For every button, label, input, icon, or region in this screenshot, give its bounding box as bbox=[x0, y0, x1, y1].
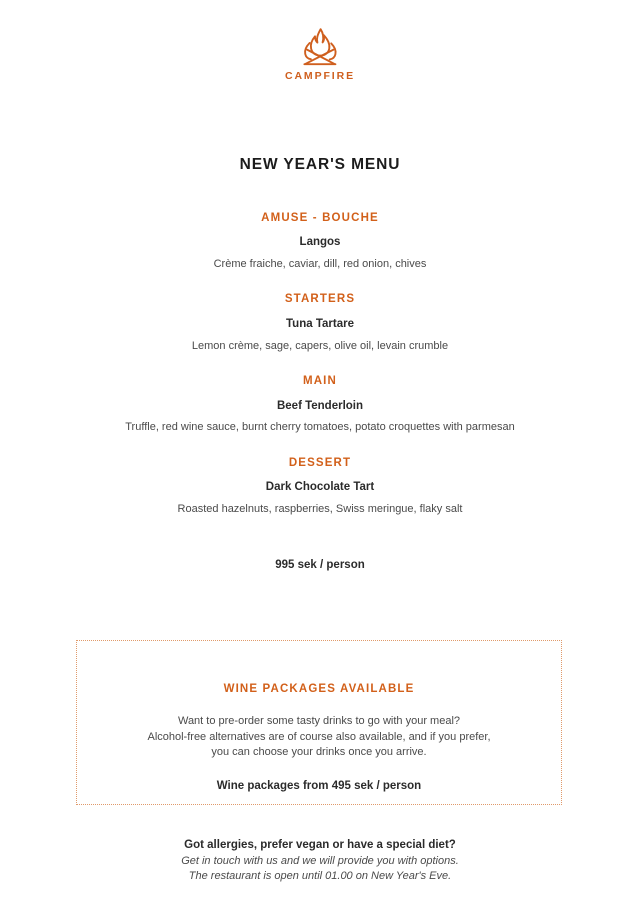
footer-line: Get in touch with us and we will provide you with options. bbox=[181, 854, 459, 867]
course-list bbox=[0, 212, 640, 517]
dish-name: Langos bbox=[299, 236, 341, 249]
course-heading: DESSERT bbox=[288, 456, 352, 469]
brand-wordmark: CAMPFIRE bbox=[284, 70, 356, 82]
dish-name: Dark Chocolate Tart bbox=[265, 481, 375, 494]
dish-name: Beef Tenderloin bbox=[276, 399, 364, 412]
wine-package-price: Wine packages from 495 sek / person bbox=[216, 779, 422, 792]
dish-description: Crème fraiche, caviar, dill, red onion, chives bbox=[213, 257, 427, 270]
dish-name: Tuna Tartare bbox=[286, 317, 354, 330]
course-heading: AMUSE - BOUCHE bbox=[261, 211, 379, 224]
campfire-flame-icon bbox=[297, 26, 343, 68]
course-item bbox=[0, 293, 640, 353]
wine-copy-line: Alcohol-free alternatives are of course also available, and if you prefer, bbox=[147, 730, 491, 743]
dish-description: Truffle, red wine sauce, burnt cherry tomatoes, potato croquettes with parmesan bbox=[125, 421, 515, 434]
course-item bbox=[0, 212, 640, 272]
footer-line: The restaurant is open until 01.00 on New Year's Eve. bbox=[188, 870, 452, 883]
brand-logo bbox=[0, 0, 640, 82]
wine-packages-box bbox=[76, 640, 562, 805]
menu-price: 995 sek / person bbox=[275, 559, 365, 572]
wine-packages-copy bbox=[77, 714, 561, 761]
dish-description: Lemon crème, sage, capers, olive oil, levain crumble bbox=[191, 339, 449, 352]
wine-copy-line: Want to pre-order some tasty drinks to go with your meal? bbox=[177, 715, 461, 727]
course-heading: STARTERS bbox=[284, 293, 356, 306]
dish-description: Roasted hazelnuts, raspberries, Swiss meringue, flaky salt bbox=[177, 503, 463, 516]
wine-packages-heading: WINE PACKAGES AVAILABLE bbox=[223, 683, 415, 695]
footer-headline: Got allergies, prefer vegan or have a special diet? bbox=[184, 839, 456, 851]
course-item bbox=[0, 375, 640, 435]
course-item bbox=[0, 457, 640, 517]
wine-copy-line: you can choose your drinks once you arrive. bbox=[211, 746, 427, 759]
footer-note bbox=[0, 838, 640, 885]
page-title: NEW YEAR'S MENU bbox=[239, 155, 401, 173]
course-heading: MAIN bbox=[303, 374, 337, 387]
